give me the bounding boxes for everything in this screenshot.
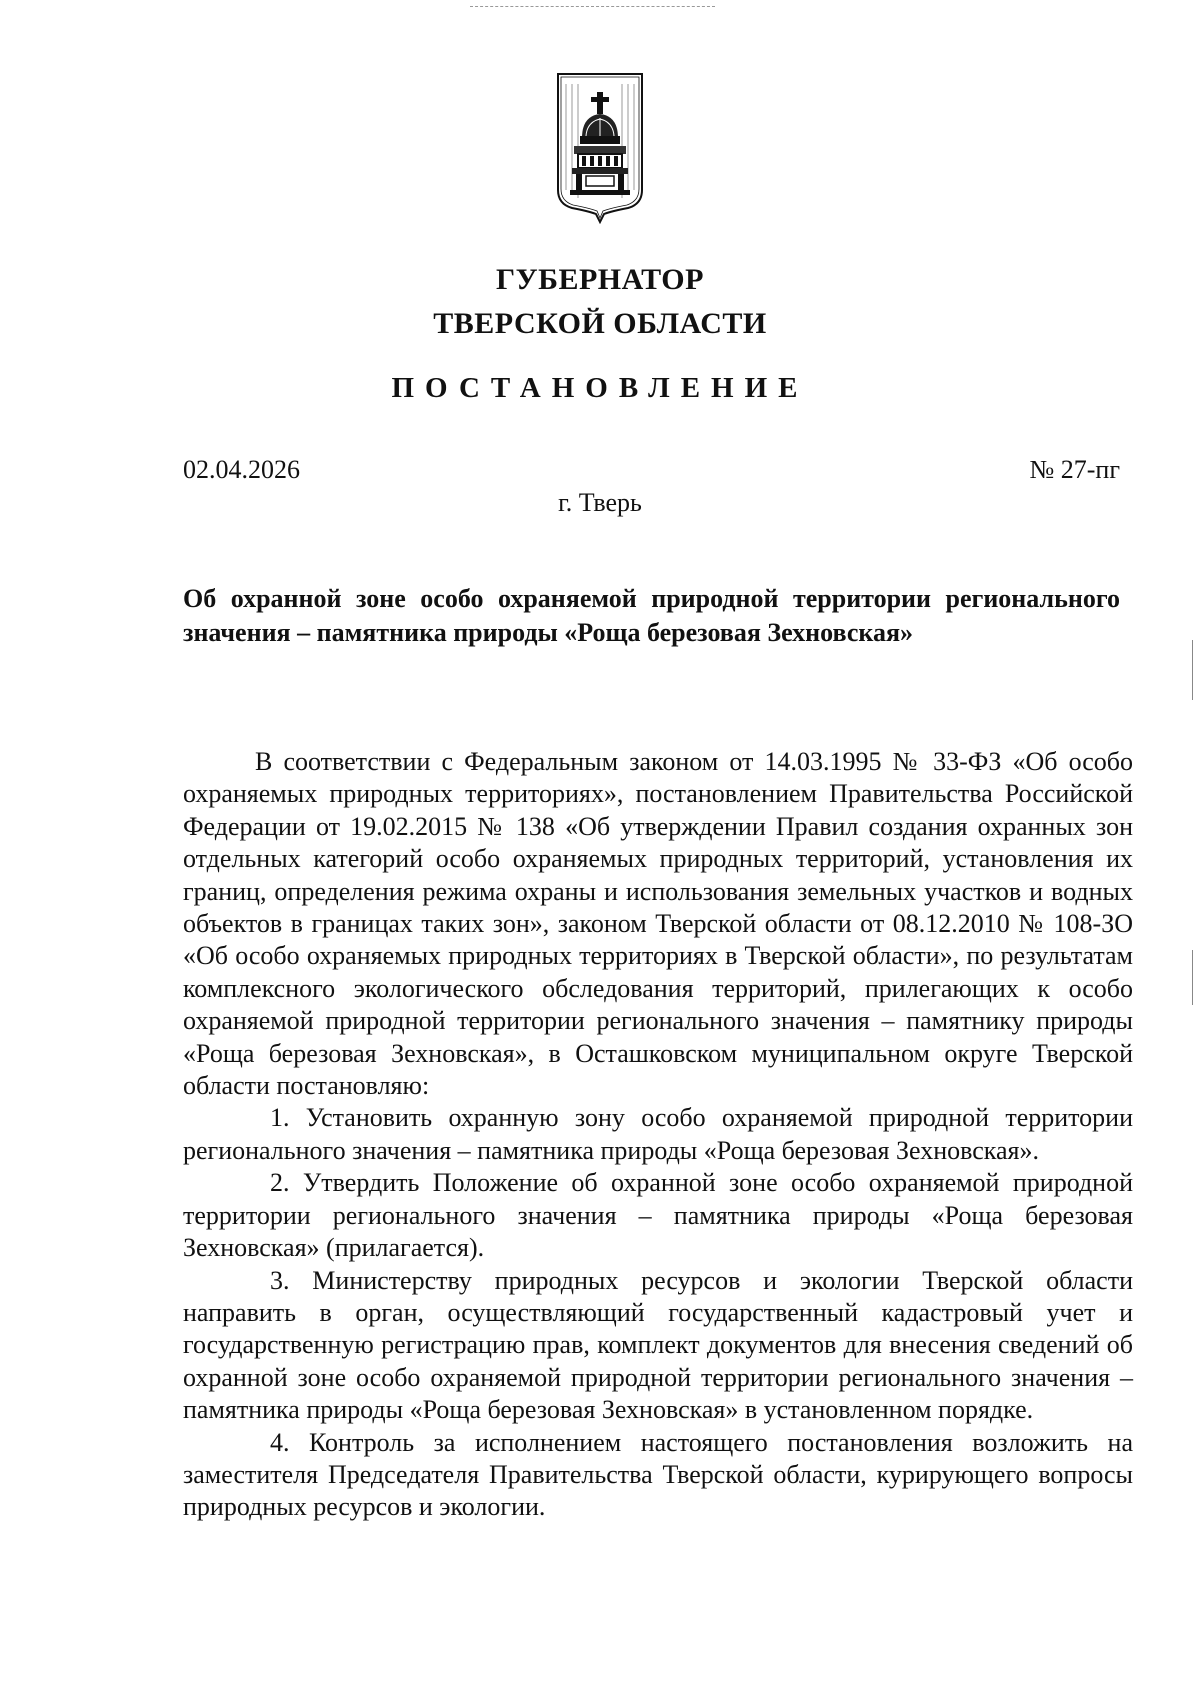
document-body — [183, 746, 1133, 1524]
body-preamble: В соответствии с Федеральным законом от 14.03.1995 № 33-ФЗ «Об особо охраняемых природных территориях», постановлением Правительства Российской Федерации от 19.02.2015 № 138 «Об утверждении Правил создания охранных зон отдельных категорий особо охраняемых природных территорий, установления их границ, определения режима охраны и использования земельных участков и водных объектов в границах таких зон», законом Тверской области от 08.12.2010 № 108-ЗО «Об особо охраняемых природных территориях в Тверской области», по результатам комплексного экологического обследования территорий, прилегающих к особо охраняемой природной территории регионального значения – памятнику природы «Роща березовая Зехновская», в Осташковском муниципальном округе Тверской области постановляю: — [183, 747, 1133, 1101]
scan-edge-mark — [470, 6, 715, 8]
document-type-title: ПОСТАНОВЛЕНИЕ — [391, 372, 809, 404]
document-subject-title: Об охранной зоне особо охраняемой природной территории регионального значения – памятника природы «Роща березовая Зехновская» — [183, 584, 1120, 647]
scan-edge-mark — [1192, 950, 1193, 1005]
coat-of-arms-emblem — [556, 72, 644, 224]
scan-edge-mark — [1192, 640, 1193, 700]
authority-line-2: ТВЕРСКОЙ ОБЛАСТИ — [433, 307, 767, 340]
issuing-authority — [0, 258, 1200, 346]
document-city: г. Тверь — [558, 488, 642, 517]
body-item-2: 2. Утвердить Положение об охранной зоне особо охраняемой природной территории регионального значения – памятника природы «Роща березовая Зехновская» (прилагается). — [183, 1168, 1133, 1263]
document-number: № 27-пг — [1029, 455, 1120, 484]
body-item-1: 1. Установить охранную зону особо охраняемой природной территории регионального значения – памятника природы «Роща березовая Зехновская». — [183, 1103, 1133, 1165]
document-date: 02.04.2026 — [183, 455, 300, 484]
body-item-4: 4. Контроль за исполнением настоящего постановления возложить на заместителя Председателя Правительства Тверской области, курирующего вопросы природных ресурсов и экологии. — [183, 1427, 1133, 1522]
body-item-3: 3. Министерству природных ресурсов и экологии Тверской области направить в орган, осуществляющий государственный кадастровый учет и государственную регистрацию прав, комплект документов для внесения сведений об охранной зоне особо охраняемой природной территории регионального значения – памятника природы «Роща березовая Зехновская» в установленном порядке. — [183, 1265, 1133, 1425]
authority-line-1: ГУБЕРНАТОР — [496, 263, 704, 296]
